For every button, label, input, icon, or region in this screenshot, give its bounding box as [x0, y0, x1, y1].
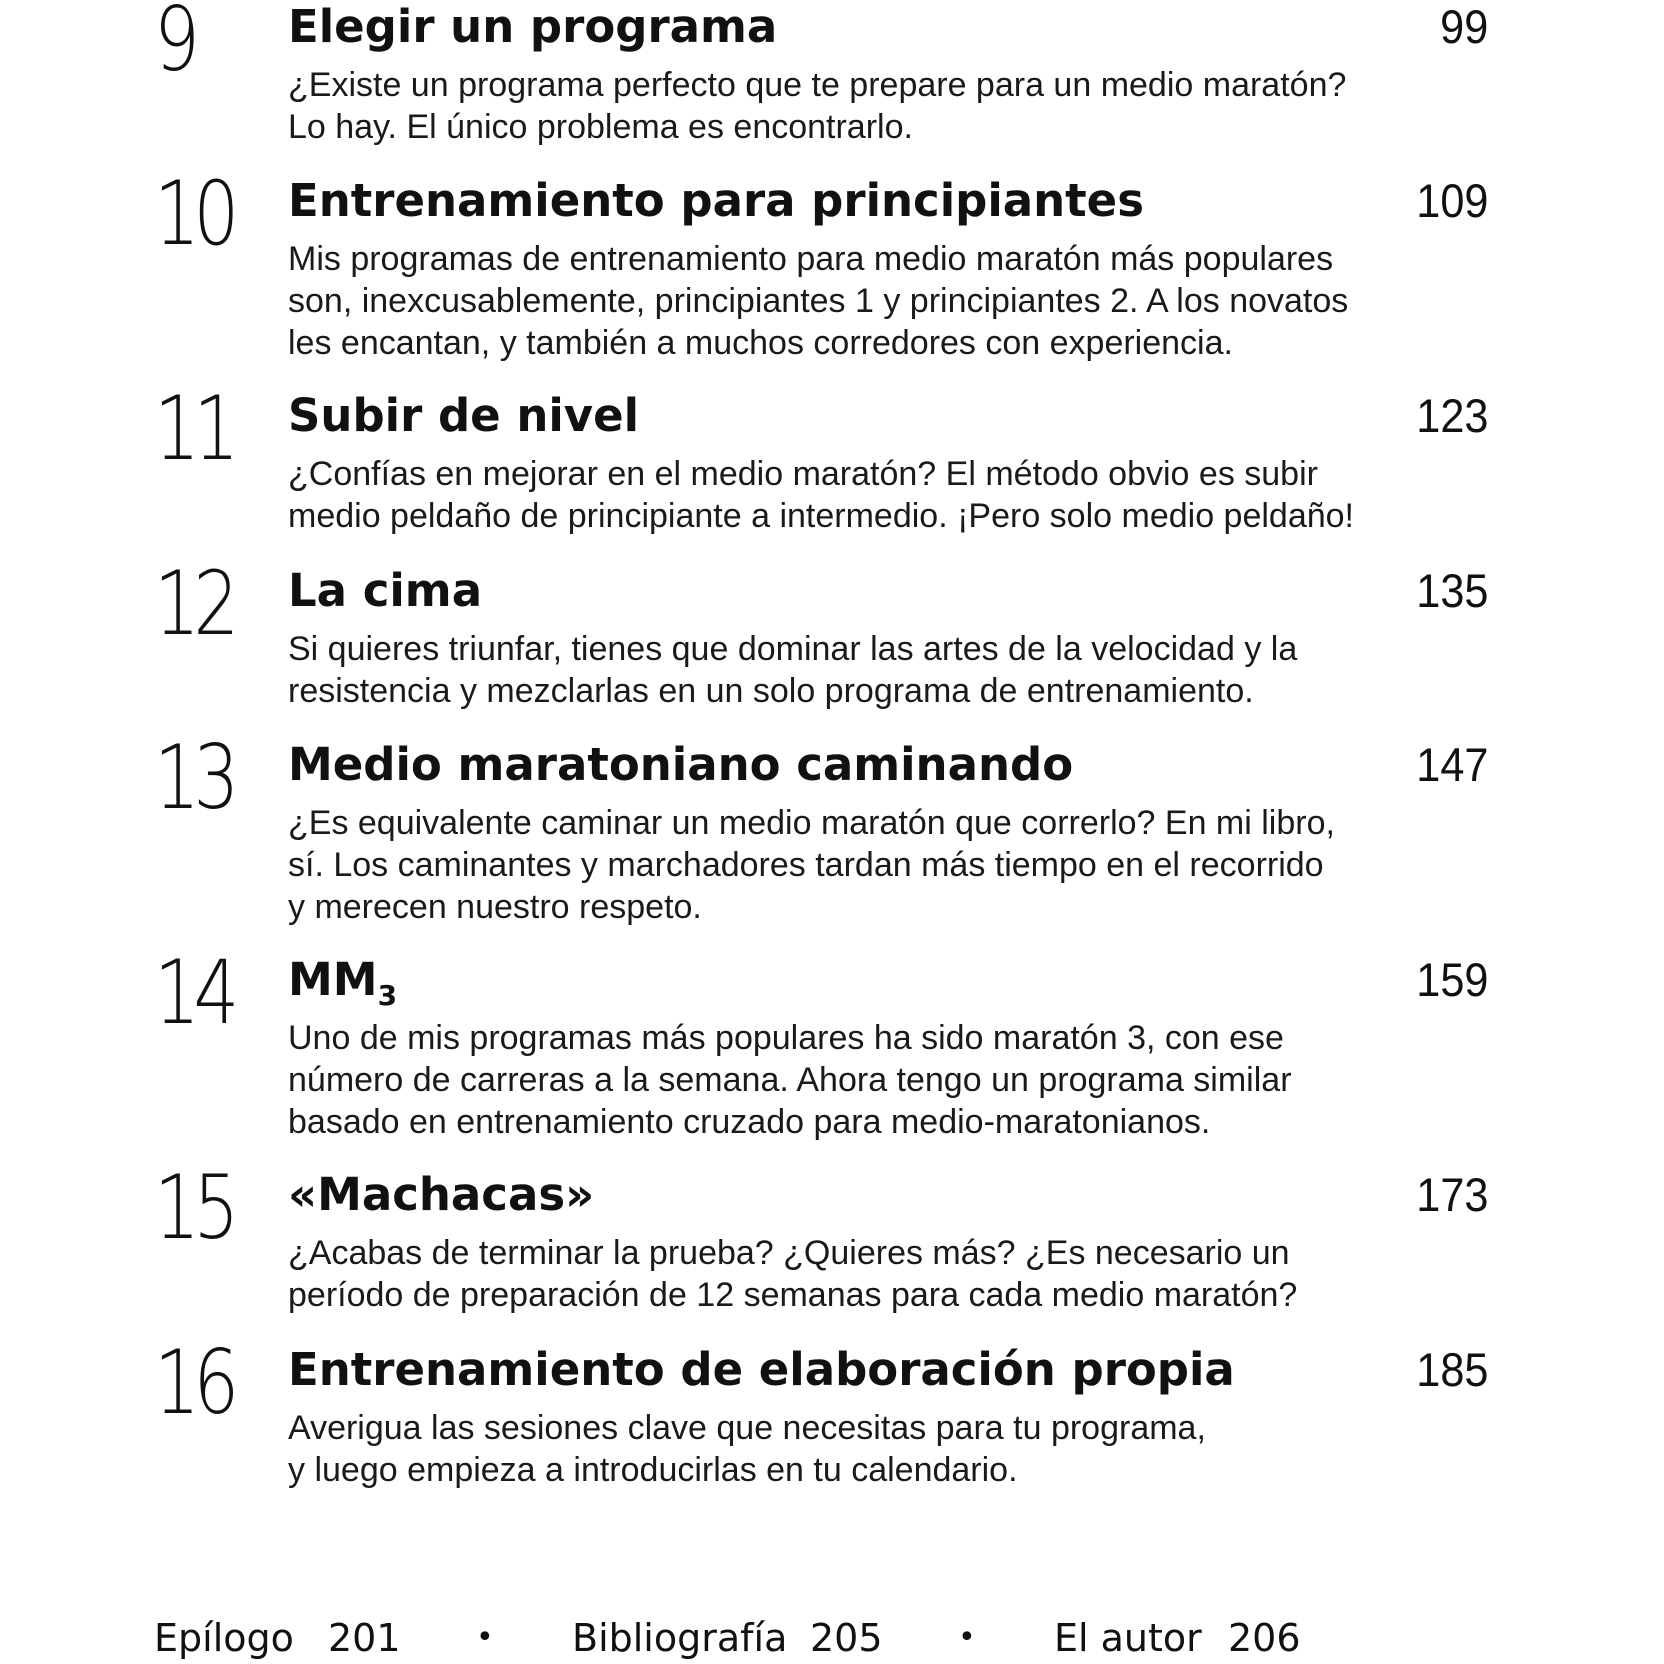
chapter-title: Elegir un programa [288, 0, 778, 53]
chapter-description: Averigua las sesiones clave que necesitas para tu programa, y luego empieza a introducirlas en tu calendario. [288, 1409, 1206, 1489]
chapter-title [288, 953, 398, 1012]
chapter-title: Entrenamiento para principiantes [288, 174, 1144, 227]
chapter-description: Mis programas de entrenamiento para medio maratón más populares son, inexcusablemente, principiantes 1 y principiantes 2. A los novatos les encantan, y también a muchos corredores con experiencia. [288, 240, 1349, 362]
chapter-number: 16 [154, 1331, 233, 1434]
bibliography-label: Bibliografía [572, 1616, 788, 1660]
chapter-page-number: 147 [1415, 738, 1488, 791]
epilogue-label: Epílogo [154, 1616, 294, 1660]
separator-bullet: • [958, 1620, 976, 1655]
author-page: 206 [1228, 1616, 1301, 1660]
epilogue-page: 201 [328, 1616, 401, 1660]
chapter-title: La cima [288, 564, 483, 617]
chapter-page-number: 185 [1415, 1343, 1488, 1396]
chapter-title: Entrenamiento de elaboración propia [288, 1343, 1235, 1396]
chapter-title-subscript: 3 [377, 979, 398, 1012]
chapter-description: ¿Existe un programa perfecto que te prepare para un medio maratón? Lo hay. El único problema es encontrarlo. [288, 66, 1347, 146]
chapter-number: 12 [154, 552, 233, 655]
chapter-page-number: 135 [1415, 564, 1488, 617]
chapter-title-text: MM [288, 953, 378, 1006]
chapter-description: ¿Acabas de terminar la prueba? ¿Quieres más? ¿Es necesario un período de preparación de 12 semanas para cada medio maratón? [288, 1234, 1298, 1314]
chapter-number: 10 [154, 162, 233, 265]
author-label: El autor [1054, 1616, 1202, 1660]
chapter-description: ¿Confías en mejorar en el medio maratón? El método obvio es subir medio peldaño de principiante a intermedio. ¡Pero solo medio peldaño! [288, 455, 1355, 535]
chapter-page-number: 173 [1415, 1168, 1488, 1221]
chapter-page-number: 99 [1439, 0, 1488, 53]
separator-bullet: • [476, 1620, 494, 1655]
bibliography-page: 205 [810, 1616, 883, 1660]
chapter-number: 9 [154, 0, 194, 91]
chapter-title: Subir de nivel [288, 389, 640, 442]
chapter-description: Uno de mis programas más populares ha sido maratón 3, con ese número de carreras a la semana. Ahora tengo un programa similar basado en entrenamiento cruzado para medio-maratonianos. [288, 1019, 1292, 1141]
chapter-description: ¿Es equivalente caminar un medio maratón que correrlo? En mi libro, sí. Los caminantes y marchadores tardan más tiempo en el recorrido y merecen nuestro respeto. [288, 804, 1335, 926]
chapter-title: «Machacas» [288, 1168, 595, 1221]
chapter-page-number: 159 [1415, 953, 1488, 1006]
chapter-page-number: 109 [1415, 174, 1488, 227]
chapter-number: 15 [154, 1156, 233, 1259]
chapter-title: Medio maratoniano caminando [288, 738, 1074, 791]
chapter-number: 13 [154, 726, 233, 829]
chapter-page-number: 123 [1415, 389, 1488, 442]
chapter-number: 14 [154, 941, 233, 1044]
chapter-number: 11 [154, 377, 233, 480]
chapter-description: Si quieres triunfar, tienes que dominar las artes de la velocidad y la resistencia y mezclarlas en un solo programa de entrenamiento. [288, 630, 1298, 710]
back-matter-footer [0, 1612, 1664, 1664]
